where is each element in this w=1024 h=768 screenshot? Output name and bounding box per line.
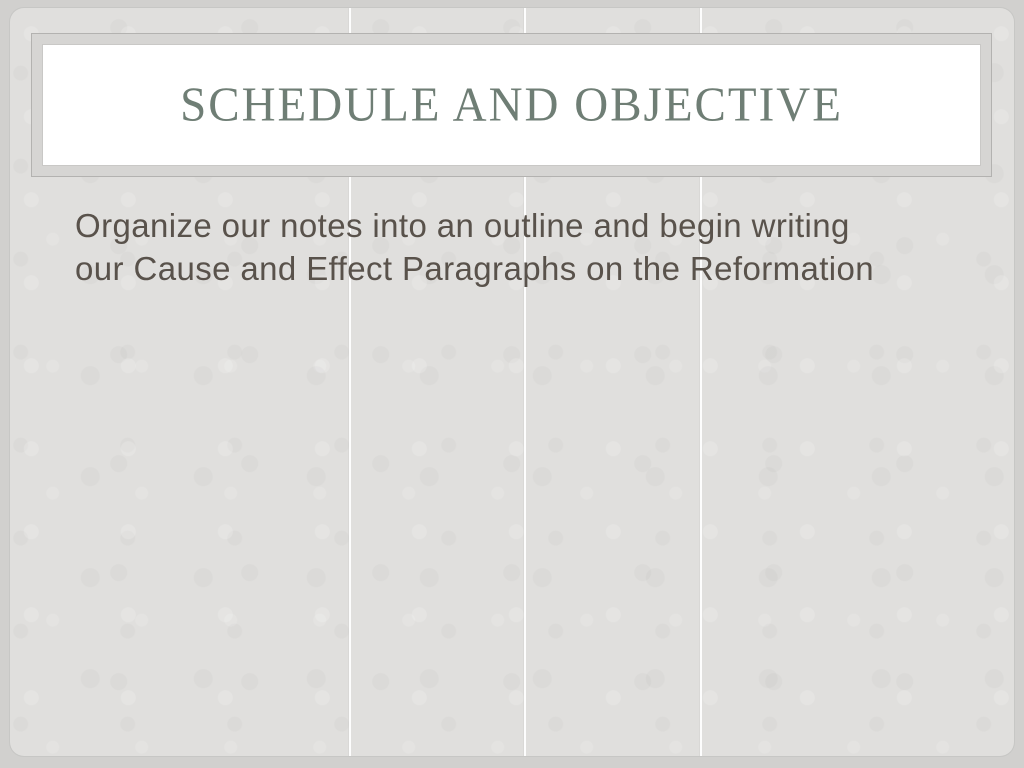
title-placeholder bbox=[31, 33, 992, 177]
objective-text-line-1: Organize our notes into an outline and begin writing bbox=[75, 207, 850, 244]
objective-text-line-2: our Cause and Effect Paragraphs on the Reformation bbox=[75, 250, 875, 287]
title-placeholder-panel bbox=[42, 44, 981, 166]
slide-title: SCHEDULE AND OBJECTIVE bbox=[180, 77, 843, 133]
objective-text bbox=[75, 204, 975, 290]
slide-canvas bbox=[10, 8, 1014, 756]
